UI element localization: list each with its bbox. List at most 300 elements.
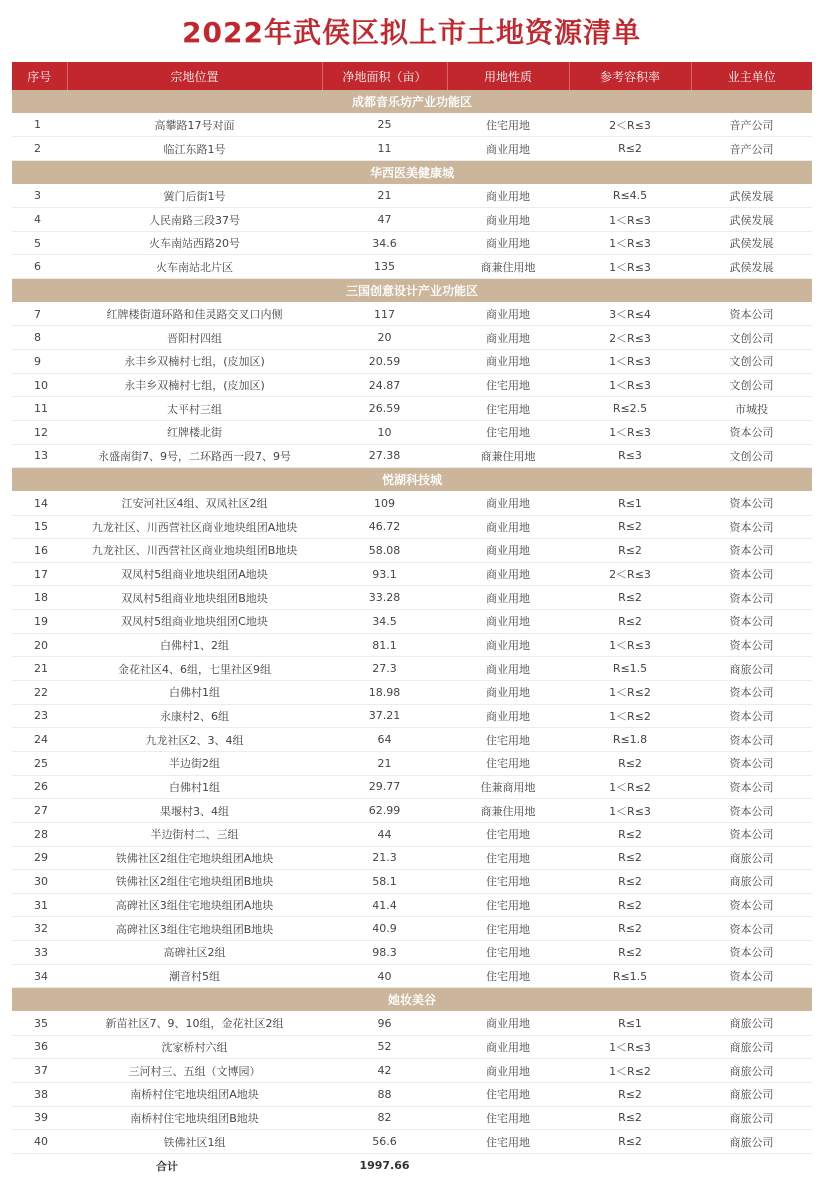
- cell-land-use: 住宅用地: [447, 728, 569, 752]
- cell-area: 20.59: [322, 350, 447, 374]
- cell-index: 16: [12, 539, 67, 563]
- cell-index: 29: [12, 846, 67, 870]
- cell-area: 21: [322, 184, 447, 208]
- cell-location: 太平村三组: [67, 397, 322, 421]
- cell-owner: 商旅公司: [691, 1082, 812, 1106]
- cell-owner: 武侯发展: [691, 184, 812, 208]
- cell-location: 火车南站北片区: [67, 255, 322, 279]
- section-row: [12, 468, 812, 492]
- cell-owner: 资本公司: [691, 562, 812, 586]
- cell-owner: 武侯发展: [691, 231, 812, 255]
- cell-index: 25: [12, 751, 67, 775]
- header-area: 净地面积（亩）: [322, 62, 447, 90]
- cell-area: 27.38: [322, 444, 447, 468]
- cell-plot-ratio: R≤2.5: [569, 397, 691, 421]
- table-row: [12, 728, 812, 752]
- cell-location: 永丰乡双楠村七组，(皮加区): [67, 373, 322, 397]
- cell-location: 九龙社区、川西营社区商业地块组团A地块: [67, 515, 322, 539]
- cell-plot-ratio: R≤2: [569, 846, 691, 870]
- header-owner: 业主单位: [691, 62, 812, 90]
- cell-location: 新苗社区7、9、10组，金花社区2组: [67, 1011, 322, 1035]
- cell-plot-ratio: 2＜R≤3: [569, 326, 691, 350]
- cell-index: 26: [12, 775, 67, 799]
- cell-land-use: 商业用地: [447, 326, 569, 350]
- cell-location: 临江东路1号: [67, 137, 322, 161]
- cell-plot-ratio: R≤2: [569, 1106, 691, 1130]
- table-row: [12, 917, 812, 941]
- cell-location: 双凤村5组商业地块组团C地块: [67, 610, 322, 634]
- cell-plot-ratio: R≤2: [569, 751, 691, 775]
- cell-plot-ratio: R≤3: [569, 444, 691, 468]
- cell-owner: 资本公司: [691, 822, 812, 846]
- cell-location: 三河村三、五组（文博园）: [67, 1059, 322, 1083]
- header-index: 序号: [12, 62, 67, 90]
- cell-index: 5: [12, 231, 67, 255]
- cell-location: 红牌楼北街: [67, 420, 322, 444]
- cell-owner: 商旅公司: [691, 1106, 812, 1130]
- cell-owner: 商旅公司: [691, 1035, 812, 1059]
- cell-owner: 资本公司: [691, 515, 812, 539]
- cell-index: 2: [12, 137, 67, 161]
- cell-location: 铁佛社区2组住宅地块组团A地块: [67, 846, 322, 870]
- cell-owner: 资本公司: [691, 704, 812, 728]
- cell-owner: 资本公司: [691, 941, 812, 965]
- cell-location: 九龙社区、川西营社区商业地块组团B地块: [67, 539, 322, 563]
- cell-index: 39: [12, 1106, 67, 1130]
- header-plot-ratio: 参考容积率: [569, 62, 691, 90]
- cell-index: 17: [12, 562, 67, 586]
- cell-owner: 商旅公司: [691, 846, 812, 870]
- total-empty: [447, 1153, 812, 1178]
- cell-area: 58.1: [322, 870, 447, 894]
- cell-land-use: 商业用地: [447, 350, 569, 374]
- cell-plot-ratio: 1＜R≤2: [569, 775, 691, 799]
- cell-owner: 文创公司: [691, 444, 812, 468]
- table-row: [12, 1130, 812, 1154]
- cell-index: 10: [12, 373, 67, 397]
- table-row: [12, 208, 812, 232]
- cell-land-use: 商业用地: [447, 515, 569, 539]
- cell-location: 双凤村5组商业地块组团A地块: [67, 562, 322, 586]
- cell-land-use: 商业用地: [447, 562, 569, 586]
- cell-land-use: 住宅用地: [447, 373, 569, 397]
- cell-owner: 商旅公司: [691, 1059, 812, 1083]
- cell-owner: 资本公司: [691, 775, 812, 799]
- cell-owner: 资本公司: [691, 751, 812, 775]
- cell-area: 18.98: [322, 681, 447, 705]
- table-row: [12, 870, 812, 894]
- total-row: [12, 1153, 812, 1178]
- table-row: [12, 420, 812, 444]
- cell-owner: 资本公司: [691, 964, 812, 988]
- cell-area: 40: [322, 964, 447, 988]
- cell-index: 15: [12, 515, 67, 539]
- cell-plot-ratio: R≤2: [569, 137, 691, 161]
- cell-land-use: 商业用地: [447, 1011, 569, 1035]
- cell-location: 高碑社区3组住宅地块组团B地块: [67, 917, 322, 941]
- cell-location: 高攀路17号对面: [67, 113, 322, 137]
- cell-plot-ratio: R≤2: [569, 1130, 691, 1154]
- cell-location: 铁佛社区2组住宅地块组团B地块: [67, 870, 322, 894]
- cell-land-use: 商兼住用地: [447, 444, 569, 468]
- cell-index: 9: [12, 350, 67, 374]
- cell-index: 22: [12, 681, 67, 705]
- table-row: [12, 586, 812, 610]
- cell-location: 永康村2、6组: [67, 704, 322, 728]
- cell-area: 46.72: [322, 515, 447, 539]
- table-row: [12, 1035, 812, 1059]
- table-row: [12, 491, 812, 515]
- cell-plot-ratio: R≤2: [569, 515, 691, 539]
- table-body: [12, 90, 812, 1178]
- cell-area: 10: [322, 420, 447, 444]
- cell-index: 1: [12, 113, 67, 137]
- cell-location: 半边街2组: [67, 751, 322, 775]
- cell-plot-ratio: 2＜R≤3: [569, 113, 691, 137]
- table-row: [12, 704, 812, 728]
- cell-land-use: 商业用地: [447, 704, 569, 728]
- cell-plot-ratio: R≤2: [569, 822, 691, 846]
- section-row: [12, 279, 812, 303]
- cell-land-use: 住宅用地: [447, 751, 569, 775]
- cell-plot-ratio: R≤1.5: [569, 964, 691, 988]
- table-row: [12, 822, 812, 846]
- cell-owner: 音产公司: [691, 113, 812, 137]
- cell-plot-ratio: R≤2: [569, 917, 691, 941]
- cell-owner: 资本公司: [691, 302, 812, 326]
- table-row: [12, 231, 812, 255]
- cell-location: 南桥村住宅地块组团A地块: [67, 1082, 322, 1106]
- cell-plot-ratio: 3＜R≤4: [569, 302, 691, 326]
- cell-index: 4: [12, 208, 67, 232]
- cell-index: 37: [12, 1059, 67, 1083]
- cell-index: 8: [12, 326, 67, 350]
- table-row: [12, 373, 812, 397]
- page-title: 2022年武侯区拟上市土地资源清单: [182, 16, 641, 49]
- total-label: 合计: [156, 1159, 178, 1173]
- cell-location: 永盛南街7、9号，二环路西一段7、9号: [67, 444, 322, 468]
- cell-location: 半边街村二、三组: [67, 822, 322, 846]
- cell-index: 31: [12, 893, 67, 917]
- cell-index: 6: [12, 255, 67, 279]
- cell-index: 13: [12, 444, 67, 468]
- cell-location: 白佛村1、2组: [67, 633, 322, 657]
- cell-area: 81.1: [322, 633, 447, 657]
- cell-location: 晋阳村四组: [67, 326, 322, 350]
- cell-plot-ratio: R≤2: [569, 539, 691, 563]
- cell-area: 40.9: [322, 917, 447, 941]
- cell-area: 58.08: [322, 539, 447, 563]
- cell-land-use: 商业用地: [447, 302, 569, 326]
- cell-location: 白佛村1组: [67, 681, 322, 705]
- cell-area: 37.21: [322, 704, 447, 728]
- cell-land-use: 商业用地: [447, 657, 569, 681]
- cell-owner: 资本公司: [691, 539, 812, 563]
- table-row: [12, 893, 812, 917]
- section-title: 三国创意设计产业功能区: [12, 279, 812, 303]
- cell-area: 52: [322, 1035, 447, 1059]
- total-value: 1997.66: [359, 1159, 410, 1173]
- cell-owner: 资本公司: [691, 610, 812, 634]
- table-row: [12, 444, 812, 468]
- cell-land-use: 住宅用地: [447, 1082, 569, 1106]
- table-row: [12, 539, 812, 563]
- cell-area: 96: [322, 1011, 447, 1035]
- cell-area: 44: [322, 822, 447, 846]
- cell-area: 21.3: [322, 846, 447, 870]
- cell-area: 98.3: [322, 941, 447, 965]
- cell-area: 41.4: [322, 893, 447, 917]
- cell-area: 29.77: [322, 775, 447, 799]
- table-row: [12, 681, 812, 705]
- table-row: [12, 1011, 812, 1035]
- cell-land-use: 住宅用地: [447, 1106, 569, 1130]
- cell-location: 黉门后街1号: [67, 184, 322, 208]
- table-row: [12, 350, 812, 374]
- cell-area: 27.3: [322, 657, 447, 681]
- table-row: [12, 302, 812, 326]
- cell-index: 21: [12, 657, 67, 681]
- cell-area: 62.99: [322, 799, 447, 823]
- cell-index: 32: [12, 917, 67, 941]
- cell-location: 高碑社区2组: [67, 941, 322, 965]
- cell-land-use: 商业用地: [447, 681, 569, 705]
- cell-owner: 文创公司: [691, 350, 812, 374]
- cell-plot-ratio: R≤2: [569, 610, 691, 634]
- table-row: [12, 751, 812, 775]
- cell-plot-ratio: R≤2: [569, 941, 691, 965]
- cell-owner: 资本公司: [691, 586, 812, 610]
- cell-plot-ratio: 1＜R≤3: [569, 255, 691, 279]
- cell-plot-ratio: R≤4.5: [569, 184, 691, 208]
- cell-land-use: 商兼住用地: [447, 255, 569, 279]
- cell-area: 135: [322, 255, 447, 279]
- table-row: [12, 515, 812, 539]
- cell-area: 33.28: [322, 586, 447, 610]
- cell-area: 47: [322, 208, 447, 232]
- table-row: [12, 610, 812, 634]
- cell-location: 双凤村5组商业地块组团B地块: [67, 586, 322, 610]
- cell-owner: 武侯发展: [691, 208, 812, 232]
- cell-plot-ratio: 1＜R≤3: [569, 208, 691, 232]
- table-row: [12, 1106, 812, 1130]
- table-row: [12, 633, 812, 657]
- table-row: [12, 799, 812, 823]
- cell-plot-ratio: 2＜R≤3: [569, 562, 691, 586]
- cell-land-use: 商业用地: [447, 1035, 569, 1059]
- cell-location: 人民南路三段37号: [67, 208, 322, 232]
- cell-plot-ratio: 1＜R≤3: [569, 373, 691, 397]
- table-row: [12, 941, 812, 965]
- cell-plot-ratio: R≤2: [569, 586, 691, 610]
- cell-location: 南桥村住宅地块组团B地块: [67, 1106, 322, 1130]
- cell-index: 33: [12, 941, 67, 965]
- cell-location: 永丰乡双楠村七组，(皮加区): [67, 350, 322, 374]
- cell-location: 火车南站西路20号: [67, 231, 322, 255]
- cell-plot-ratio: R≤1: [569, 491, 691, 515]
- cell-area: 34.5: [322, 610, 447, 634]
- cell-owner: 资本公司: [691, 728, 812, 752]
- cell-location: 白佛村1组: [67, 775, 322, 799]
- cell-land-use: 商业用地: [447, 184, 569, 208]
- cell-area: 34.6: [322, 231, 447, 255]
- cell-owner: 资本公司: [691, 491, 812, 515]
- cell-land-use: 住宅用地: [447, 397, 569, 421]
- cell-location: 沈家桥村六组: [67, 1035, 322, 1059]
- cell-index: 24: [12, 728, 67, 752]
- cell-plot-ratio: 1＜R≤3: [569, 1035, 691, 1059]
- cell-plot-ratio: 1＜R≤3: [569, 420, 691, 444]
- cell-area: 64: [322, 728, 447, 752]
- cell-area: 117: [322, 302, 447, 326]
- table-row: [12, 397, 812, 421]
- cell-index: 40: [12, 1130, 67, 1154]
- cell-index: 34: [12, 964, 67, 988]
- cell-plot-ratio: 1＜R≤2: [569, 681, 691, 705]
- cell-land-use: 商业用地: [447, 208, 569, 232]
- cell-land-use: 住宅用地: [447, 420, 569, 444]
- cell-plot-ratio: R≤2: [569, 870, 691, 894]
- cell-land-use: 住宅用地: [447, 870, 569, 894]
- table-row: [12, 846, 812, 870]
- cell-owner: 商旅公司: [691, 1011, 812, 1035]
- header-location: 宗地位置: [67, 62, 322, 90]
- cell-plot-ratio: 1＜R≤2: [569, 704, 691, 728]
- cell-owner: 商旅公司: [691, 657, 812, 681]
- cell-owner: 商旅公司: [691, 870, 812, 894]
- cell-location: 高碑社区3组住宅地块组团A地块: [67, 893, 322, 917]
- section-title: 成都音乐坊产业功能区: [12, 90, 812, 113]
- cell-index: 19: [12, 610, 67, 634]
- cell-owner: 资本公司: [691, 917, 812, 941]
- cell-index: 7: [12, 302, 67, 326]
- cell-location: 金花社区4、6组，七里社区9组: [67, 657, 322, 681]
- cell-index: 23: [12, 704, 67, 728]
- cell-plot-ratio: 1＜R≤3: [569, 350, 691, 374]
- cell-location: 红牌楼街道环路和佳灵路交叉口内侧: [67, 302, 322, 326]
- cell-area: 20: [322, 326, 447, 350]
- land-resource-table: [12, 62, 812, 1178]
- cell-owner: 音产公司: [691, 137, 812, 161]
- cell-area: 109: [322, 491, 447, 515]
- cell-area: 26.59: [322, 397, 447, 421]
- cell-land-use: 商业用地: [447, 539, 569, 563]
- header-land-use: 用地性质: [447, 62, 569, 90]
- table-row: [12, 113, 812, 137]
- cell-plot-ratio: R≤2: [569, 1082, 691, 1106]
- cell-land-use: 商业用地: [447, 137, 569, 161]
- cell-location: 铁佛社区1组: [67, 1130, 322, 1154]
- cell-land-use: 住宅用地: [447, 917, 569, 941]
- cell-plot-ratio: R≤1: [569, 1011, 691, 1035]
- cell-owner: 文创公司: [691, 326, 812, 350]
- cell-plot-ratio: R≤1.8: [569, 728, 691, 752]
- cell-index: 30: [12, 870, 67, 894]
- cell-area: 24.87: [322, 373, 447, 397]
- cell-location: 果堰村3、4组: [67, 799, 322, 823]
- cell-land-use: 住宅用地: [447, 846, 569, 870]
- cell-land-use: 商业用地: [447, 586, 569, 610]
- cell-land-use: 商业用地: [447, 633, 569, 657]
- cell-owner: 文创公司: [691, 373, 812, 397]
- cell-plot-ratio: 1＜R≤3: [569, 231, 691, 255]
- cell-land-use: 商业用地: [447, 231, 569, 255]
- cell-plot-ratio: 1＜R≤2: [569, 1059, 691, 1083]
- cell-index: 20: [12, 633, 67, 657]
- cell-index: 14: [12, 491, 67, 515]
- cell-area: 88: [322, 1082, 447, 1106]
- section-row: [12, 160, 812, 184]
- cell-area: 21: [322, 751, 447, 775]
- cell-owner: 资本公司: [691, 893, 812, 917]
- cell-index: 3: [12, 184, 67, 208]
- cell-land-use: 住宅用地: [447, 113, 569, 137]
- cell-area: 25: [322, 113, 447, 137]
- cell-plot-ratio: 1＜R≤3: [569, 799, 691, 823]
- cell-land-use: 住兼商用地: [447, 775, 569, 799]
- cell-owner: 武侯发展: [691, 255, 812, 279]
- cell-owner: 商旅公司: [691, 1130, 812, 1154]
- cell-owner: 市城投: [691, 397, 812, 421]
- table-row: [12, 964, 812, 988]
- cell-index: 11: [12, 397, 67, 421]
- cell-area: 56.6: [322, 1130, 447, 1154]
- cell-land-use: 住宅用地: [447, 893, 569, 917]
- cell-land-use: 商业用地: [447, 491, 569, 515]
- section-title: 华西医美健康城: [12, 160, 812, 184]
- table-row: [12, 255, 812, 279]
- cell-index: 28: [12, 822, 67, 846]
- cell-owner: 资本公司: [691, 799, 812, 823]
- section-row: [12, 988, 812, 1012]
- section-row: [12, 90, 812, 113]
- cell-land-use: 住宅用地: [447, 1130, 569, 1154]
- cell-location: 江安河社区4组、双凤社区2组: [67, 491, 322, 515]
- table-row: [12, 562, 812, 586]
- cell-area: 11: [322, 137, 447, 161]
- table-row: [12, 775, 812, 799]
- cell-index: 35: [12, 1011, 67, 1035]
- cell-index: 38: [12, 1082, 67, 1106]
- table-row: [12, 137, 812, 161]
- cell-land-use: 住宅用地: [447, 941, 569, 965]
- cell-area: 42: [322, 1059, 447, 1083]
- cell-index: 36: [12, 1035, 67, 1059]
- cell-land-use: 住宅用地: [447, 964, 569, 988]
- cell-area: 93.1: [322, 562, 447, 586]
- cell-plot-ratio: R≤2: [569, 893, 691, 917]
- section-title: 悦湖科技城: [12, 468, 812, 492]
- table-row: [12, 1059, 812, 1083]
- cell-plot-ratio: R≤1.5: [569, 657, 691, 681]
- cell-plot-ratio: 1＜R≤3: [569, 633, 691, 657]
- table-row: [12, 1082, 812, 1106]
- cell-land-use: 商业用地: [447, 1059, 569, 1083]
- cell-index: 18: [12, 586, 67, 610]
- cell-index: 27: [12, 799, 67, 823]
- cell-index: 12: [12, 420, 67, 444]
- cell-area: 82: [322, 1106, 447, 1130]
- table-row: [12, 657, 812, 681]
- cell-land-use: 商业用地: [447, 610, 569, 634]
- cell-owner: 资本公司: [691, 633, 812, 657]
- table-header-row: [12, 62, 812, 90]
- cell-land-use: 商兼住用地: [447, 799, 569, 823]
- section-title: 她妆美谷: [12, 988, 812, 1012]
- table-row: [12, 326, 812, 350]
- cell-location: 潮音村5组: [67, 964, 322, 988]
- cell-land-use: 住宅用地: [447, 822, 569, 846]
